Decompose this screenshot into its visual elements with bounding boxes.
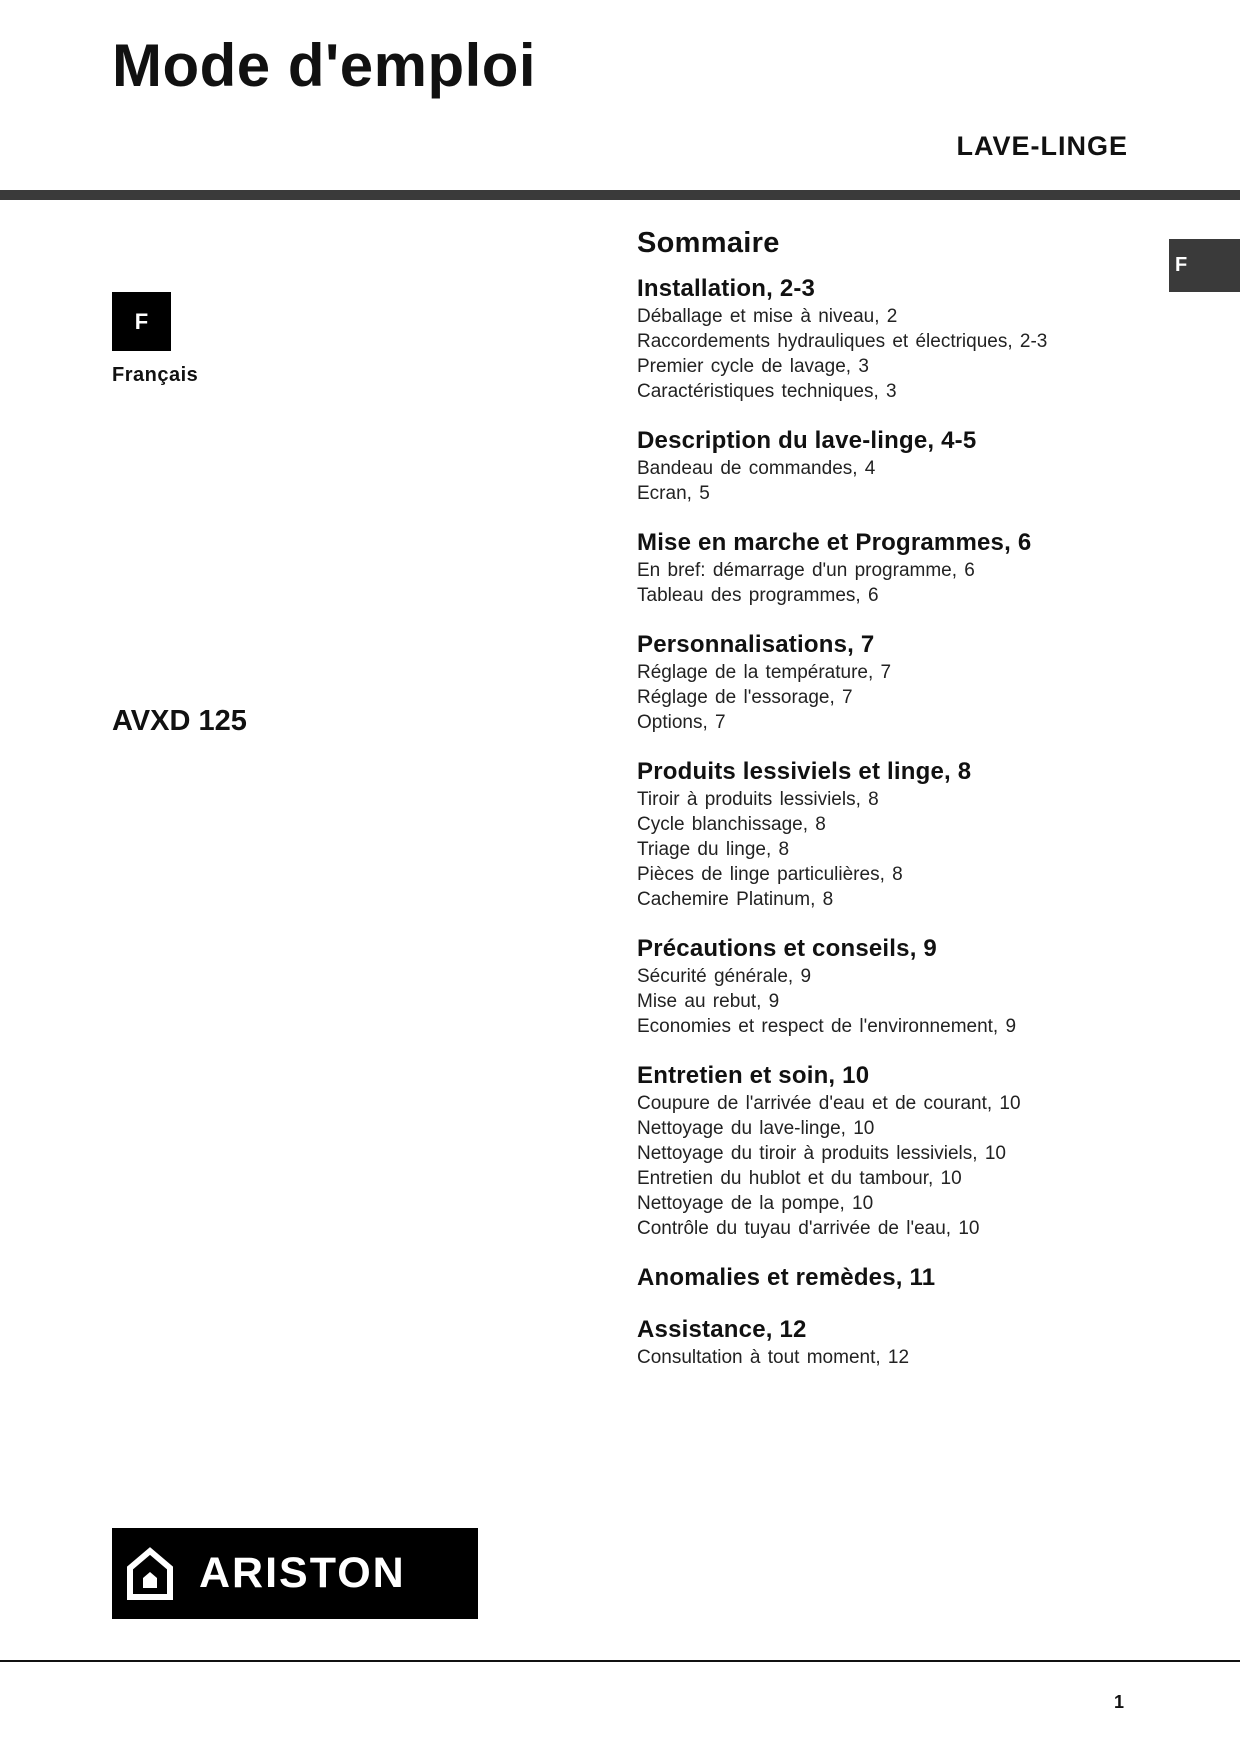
toc-item: Caractéristiques techniques, 3 — [637, 380, 897, 402]
toc-section — [637, 1061, 1157, 1241]
toc-item: Raccordements hydrauliques et électriques, 2-3 — [637, 330, 1048, 352]
toc-item: Entretien du hublot et du tambour, 10 — [637, 1167, 962, 1189]
toc-item: Déballage et mise à niveau, 2 — [637, 305, 898, 327]
toc-section — [637, 1315, 1157, 1370]
toc-section-title: Assistance, 12 — [637, 1315, 807, 1343]
toc-section-title: Installation, 2-3 — [637, 274, 816, 302]
toc-section — [637, 426, 1157, 506]
toc-section-title: Produits lessiviels et linge, 8 — [637, 757, 972, 785]
toc-section-title: Anomalies et remèdes, 11 — [637, 1263, 936, 1291]
toc-item: Sécurité générale, 9 — [637, 965, 812, 987]
toc-section — [637, 757, 1157, 912]
toc-item: Cycle blanchissage, 8 — [637, 813, 826, 835]
toc-item: Nettoyage de la pompe, 10 — [637, 1192, 874, 1214]
toc-item: Bandeau de commandes, 4 — [637, 457, 876, 479]
toc-section — [637, 1263, 1157, 1293]
toc-section — [637, 274, 1157, 404]
toc-section-title: Description du lave-linge, 4-5 — [637, 426, 977, 454]
toc-item: Pièces de linge particulières, 8 — [637, 863, 903, 885]
model-number: AVXD 125 — [112, 705, 247, 737]
toc-section — [637, 934, 1157, 1039]
toc-item: Triage du linge, 8 — [637, 838, 790, 860]
toc-section — [637, 630, 1157, 735]
toc-item: Réglage de l'essorage, 7 — [637, 686, 853, 708]
table-of-contents — [637, 228, 1157, 1392]
toc-item: Tiroir à produits lessiviels, 8 — [637, 788, 879, 810]
toc-item: Contrôle du tuyau d'arrivée de l'eau, 10 — [637, 1217, 980, 1239]
toc-section-title: Entretien et soin, 10 — [637, 1061, 870, 1089]
toc-item: Ecran, 5 — [637, 482, 710, 504]
toc-sections — [637, 274, 1157, 1370]
header-divider — [0, 190, 1240, 200]
language-side-tab: F — [1169, 239, 1240, 292]
toc-item: Réglage de la température, 7 — [637, 661, 892, 683]
brand-name: ARISTON — [199, 1549, 406, 1597]
toc-item: Nettoyage du tiroir à produits lessiviels, 10 — [637, 1142, 1006, 1164]
toc-item: Premier cycle de lavage, 3 — [637, 355, 869, 377]
toc-item: Economies et respect de l'environnement, 9 — [637, 1015, 1017, 1037]
toc-section-title: Personnalisations, 7 — [637, 630, 875, 658]
page-title: Mode d'emploi — [112, 32, 537, 99]
toc-item: Options, 7 — [637, 711, 726, 733]
toc-item: Tableau des programmes, 6 — [637, 584, 879, 606]
toc-item: Nettoyage du lave-linge, 10 — [637, 1117, 875, 1139]
toc-section-title: Mise en marche et Programmes, 6 — [637, 528, 1032, 556]
toc-section-title: Précautions et conseils, 9 — [637, 934, 937, 962]
house-icon — [125, 1546, 175, 1602]
brand-logo — [112, 1528, 478, 1619]
toc-item: Cachemire Platinum, 8 — [637, 888, 834, 910]
language-label: Français — [112, 364, 199, 386]
language-code-badge: F — [112, 292, 171, 351]
page-number: 1 — [1114, 1692, 1125, 1712]
toc-item: En bref: démarrage d'un programme, 6 — [637, 559, 975, 581]
footer-divider — [0, 1660, 1240, 1662]
product-category: LAVE-LINGE — [956, 131, 1128, 161]
toc-section — [637, 528, 1157, 608]
toc-item: Coupure de l'arrivée d'eau et de courant, 10 — [637, 1092, 1021, 1114]
toc-item: Consultation à tout moment, 12 — [637, 1346, 910, 1368]
toc-item: Mise au rebut, 9 — [637, 990, 780, 1012]
toc-title: Sommaire — [637, 227, 780, 259]
